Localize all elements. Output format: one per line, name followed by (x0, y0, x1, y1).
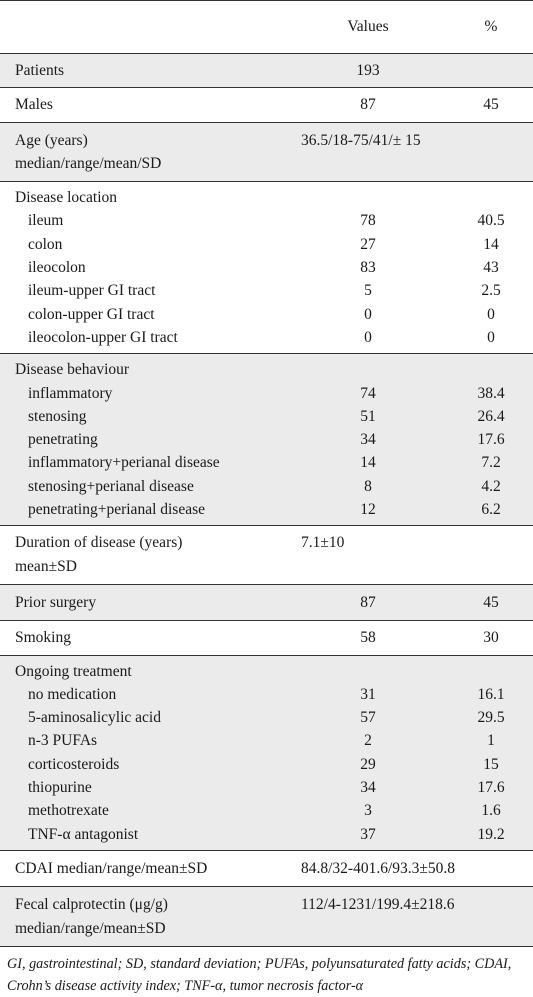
row-value: 12 (360, 501, 376, 519)
table-row (0, 256, 533, 279)
row-value: 193 (356, 62, 380, 79)
table-row (0, 186, 533, 209)
row-percent: 14 (483, 235, 499, 253)
row-percent: 1 (487, 732, 495, 750)
table-row (0, 917, 533, 940)
table-section (0, 887, 533, 947)
table-row (0, 823, 533, 846)
table-row (0, 591, 533, 614)
table-row (0, 626, 533, 649)
row-percent: 40.5 (477, 212, 505, 230)
table-section (0, 54, 533, 88)
row-percent: 0 (487, 305, 495, 323)
table-row (0, 451, 533, 474)
table-row (0, 555, 533, 578)
table-section (0, 621, 533, 655)
table-section (0, 182, 533, 354)
row-percent: 45 (483, 96, 499, 114)
table-row (0, 531, 533, 554)
row-label: corticosteroids (28, 755, 120, 773)
row-label: median/range/mean/SD (15, 154, 162, 172)
row-value: 14 (360, 454, 376, 472)
row-label: penetrating+perianal disease (28, 501, 206, 519)
table-row (0, 209, 533, 232)
row-label: mean±SD (15, 557, 77, 575)
row-label: stenosing+perianal disease (28, 477, 194, 495)
row-label: ileocolon (28, 259, 86, 277)
row-percent: 15 (483, 755, 499, 773)
row-value: 57 (360, 709, 376, 727)
row-value: 34 (360, 779, 376, 797)
row-label: Age (years) (15, 131, 88, 149)
row-value: 74 (360, 384, 376, 402)
row-percent: 19.2 (477, 825, 505, 843)
row-value: 87 (360, 593, 376, 611)
row-label: median/range/mean±SD (15, 919, 166, 937)
row-value: 0 (364, 328, 372, 346)
row-percent: 4.2 (481, 477, 501, 495)
row-percent: 43 (483, 259, 499, 277)
row-label: ileum-upper GI tract (28, 282, 156, 300)
row-value: 3 (364, 802, 372, 820)
row-label: penetrating (28, 431, 98, 449)
row-label: Patients (15, 62, 65, 79)
row-percent: 26.4 (477, 407, 505, 425)
row-label: Ongoing treatment (15, 662, 132, 680)
table-row (0, 129, 533, 152)
row-label: thiopurine (28, 779, 92, 797)
table-section (0, 585, 533, 621)
table-row (0, 326, 533, 349)
table-row (0, 706, 533, 729)
table-row (0, 683, 533, 706)
row-percent: 38.4 (477, 384, 505, 402)
row-label: Fecal calprotectin (μg/g) (15, 896, 168, 914)
row-percent: 2.5 (481, 282, 501, 300)
table-row (0, 857, 533, 880)
row-label: Duration of disease (years) (15, 534, 183, 552)
row-percent: 29.5 (477, 709, 505, 727)
row-value: 29 (360, 755, 376, 773)
row-label: Disease behaviour (15, 361, 130, 379)
row-label: methotrexate (28, 802, 109, 820)
row-percent: 1.6 (481, 802, 501, 820)
table-row (0, 358, 533, 381)
row-value: 58 (360, 629, 376, 647)
row-label: inflammatory (28, 384, 113, 402)
row-value: 5 (364, 282, 372, 300)
row-percent: 7.2 (481, 454, 501, 472)
table-row (0, 405, 533, 428)
row-label: ileocolon-upper GI tract (28, 328, 178, 346)
table-row (0, 475, 533, 498)
table-row (0, 59, 533, 82)
row-label: TNF-α antagonist (28, 825, 139, 843)
table-row (0, 382, 533, 405)
table-row (0, 729, 533, 752)
table-row (0, 152, 533, 175)
row-value: 0 (364, 305, 372, 323)
table-row (0, 498, 533, 521)
table-section (0, 851, 533, 887)
table-section (0, 354, 533, 526)
table-row (0, 233, 533, 256)
row-percent: 0 (487, 328, 495, 346)
table-row (0, 893, 533, 916)
row-label: Prior surgery (15, 593, 97, 611)
row-summary-value: 112/4-1231/199.4±218.6 (301, 896, 455, 914)
header-values: Values (347, 18, 389, 35)
row-value: 37 (360, 825, 376, 843)
row-label: 5-aminosalicylic acid (28, 709, 161, 727)
row-label: colon-upper GI tract (28, 305, 155, 323)
table-footnote: GI, gastrointestinal; SD, standard deviation; PUFAs, polyunsaturated fatty acids; CDAI, Crohn’s disease activity index; TNF-α, tumor necrosis factor-α (7, 955, 512, 994)
table-body (0, 54, 533, 947)
table-row (0, 660, 533, 683)
row-value: 87 (360, 96, 376, 114)
row-value: 8 (364, 477, 372, 495)
row-label: CDAI median/range/mean±SD (15, 859, 208, 877)
row-percent: 6.2 (481, 501, 501, 519)
row-percent: 16.1 (477, 685, 505, 703)
row-label: Males (15, 96, 53, 114)
row-summary-value: 7.1±10 (301, 534, 345, 552)
header-percent: % (484, 18, 498, 35)
row-value: 34 (360, 431, 376, 449)
row-percent: 30 (483, 629, 499, 647)
table-row (0, 428, 533, 451)
row-label: inflammatory+perianal disease (28, 454, 220, 472)
row-summary-value: 84.8/32-401.6/93.3±50.8 (301, 859, 456, 877)
row-value: 78 (360, 212, 376, 230)
table-section (0, 656, 533, 851)
table-row (0, 279, 533, 302)
table-row (0, 799, 533, 822)
table-row (0, 776, 533, 799)
row-value: 31 (360, 685, 376, 703)
table-section (0, 88, 533, 122)
row-percent: 17.6 (477, 431, 505, 449)
row-label: n-3 PUFAs (28, 732, 98, 750)
row-percent: 17.6 (477, 779, 505, 797)
table-row (0, 93, 533, 116)
table-row (0, 303, 533, 326)
row-label: ileum (28, 212, 64, 230)
table-section (0, 123, 533, 183)
table-header (0, 0, 533, 54)
row-label: Disease location (15, 189, 118, 207)
table-row (0, 753, 533, 776)
row-label: stenosing (28, 407, 87, 425)
row-label: no medication (28, 685, 117, 703)
row-value: 27 (360, 235, 376, 253)
row-summary-value: 36.5/18-75/41/± 15 (301, 131, 421, 149)
table-section (0, 526, 533, 585)
row-percent: 45 (483, 593, 499, 611)
row-label: Smoking (15, 629, 71, 647)
row-value: 51 (360, 407, 376, 425)
row-label: colon (28, 235, 63, 253)
row-value: 83 (360, 259, 376, 277)
row-value: 2 (364, 732, 372, 750)
